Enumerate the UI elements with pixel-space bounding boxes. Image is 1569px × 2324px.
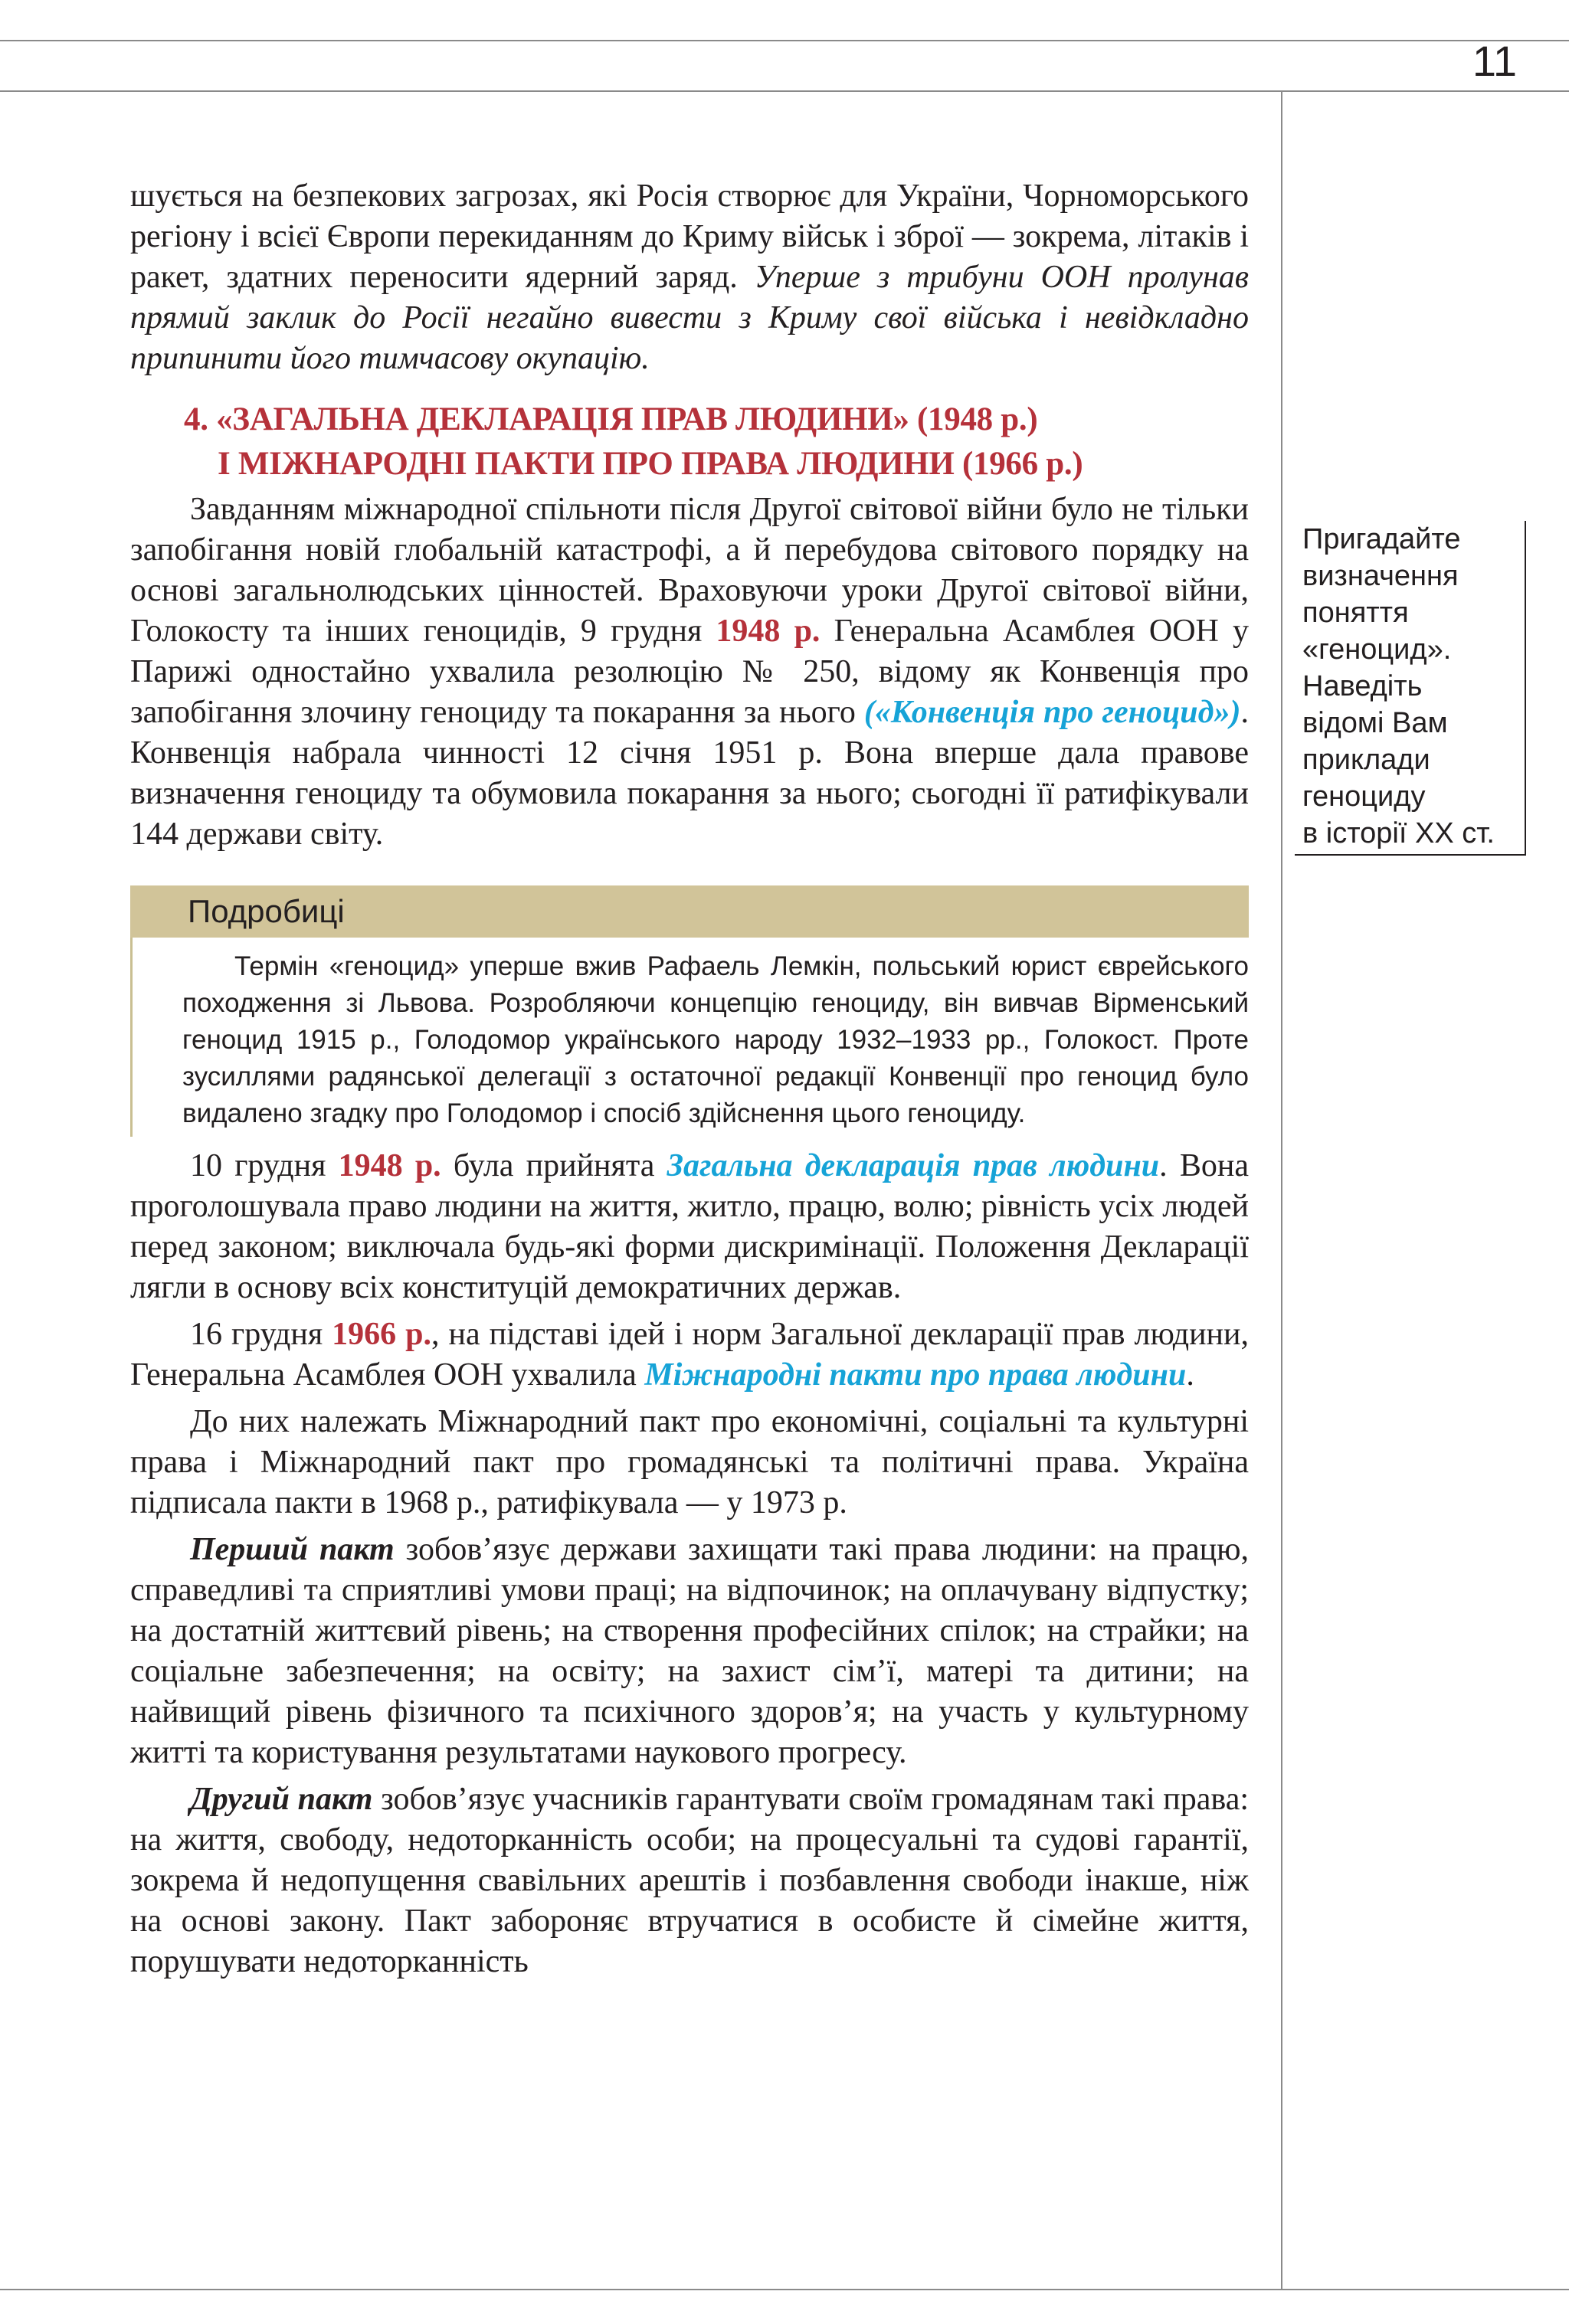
sidebar-note-line: визначення [1302,560,1459,592]
details-box-title: Подробиці [130,885,1249,938]
text-span: . Конвенція набрала чинності 12 січня 1951 р. Вона вперше дала правове визначення геноциду та обумовила покарання за нього; сьогодні її ратифікували 144 держави світу. [130,695,1249,852]
text-span: . Вона проголошувала право людини на життя, житло, працю, волю; рівність усіх людей перед законом; виключала будь-які форми дискримінації. Положення Декларації лягли в основу всіх конституцій демократичних держав. [130,1148,1250,1305]
sidebar-note-border-right [1525,521,1526,854]
section-heading-line1: 4. «ЗАГАЛЬНА ДЕКЛАРАЦІЯ ПРАВ ЛЮДИНИ» (1948 р.) [184,401,1038,437]
text-span: 16 грудня [190,1317,332,1352]
intro-paragraph [130,176,1249,379]
paragraph-second-covenant [130,1779,1249,1982]
text-span: . [1186,1357,1194,1393]
sidebar-note-line: приклади [1302,744,1430,776]
details-box-text: Термін «геноцид» уперше вжив Рафаель Лемкін, польський юрист єврейського походження зі Львова. Розробляючи концепцію геноциду, він вивчав Вірменський геноцид 1915 р., Голодомор українського народу 1932–1933 рр., Голокост. Проте зусиллями радянської делегації з остаточної редакції Конвенції про геноцид було видалено згадку про Голодомор і спосіб здійснення цього геноциду. [182,951,1249,1128]
text-span: була прийнята [441,1148,667,1183]
header-rule [0,90,1569,92]
bottom-rule [0,2289,1569,2290]
paragraph-first-covenant [130,1530,1249,1773]
text-span: 10 грудня [190,1148,339,1183]
term-highlight: Міжнародні пакти про права людини [644,1357,1187,1393]
sidebar-note-line: геноциду [1302,781,1426,813]
details-box-body [130,938,1249,1137]
section-heading-line2: І МІЖНАРОДНІ ПАКТИ ПРО ПРАВА ЛЮДИНИ (1966 р.) [218,446,1083,482]
term-highlight: Загальна декларація прав людини [667,1148,1160,1183]
term-bold-italic: Другий пакт [190,1782,373,1817]
text-span: Генеральна Асамблея ООН у Парижі одностайно ухвалила резолюцію № 250, відому як Конвенція про запобігання злочину геноциду та покарання за нього [130,614,1250,730]
text-span: зобов’язує учасників гарантувати своїм громадянам такі права: на життя, свободу, недоторканність особи; на процесуальні та судові гарантії, зокрема й недопущення свавільних арештів і позбавлення свободи інакше, ніж на основі закону. Пакт забороняє втручатися в особисте й сімейне життя, порушувати недоторканність [130,1782,1250,1979]
year-highlight: 1948 р. [716,614,821,649]
main-text-column [130,176,1249,1982]
paragraph-covenants-list: До них належать Міжнародний пакт про економічні, соціальні та культурні права і Міжнародний пакт про громадянські та політичні права. Україна підписала пакти в 1968 р., ратифікувала — у 1973 р. [130,1404,1249,1520]
sidebar-note-line: в історії XX ст. [1302,817,1495,849]
year-highlight: 1966 р. [332,1317,432,1352]
sidebar-note [1302,521,1525,852]
sidebar-note-line: Наведіть [1302,670,1423,702]
paragraph-genocide-convention [130,489,1249,855]
year-highlight: 1948 р. [338,1148,441,1183]
term-bold-italic: Перший пакт [190,1532,395,1567]
page-number: 11 [1472,37,1517,85]
sidebar-note-line: Пригадайте [1302,523,1461,555]
text-span: , на підставі ідей і норм Загальної декларації прав людини, Генеральна Асамблея ООН ухвалила [130,1317,1249,1393]
details-box [130,885,1249,1137]
intro-italic-text: Уперше з трибуни ООН пролунав прямий заклик до Росії негайно вивести з Криму свої війська і невідкладно припинити його тимчасову окупацію. [130,260,1250,376]
sidebar-note-line: «геноцид». [1302,633,1452,666]
text-span: зобов’язує держави захищати такі права людини: на працю, справедливі та сприятливі умови праці; на відпочинок; на оплачувану відпустку; на достатній життєвий рівень; на створення професійних спілок; на страйки; на соціальне забезпечення; на освіту; на захист сім’ї, матері та дитини; на найвищий рівень фізичного та психічного здоров’я; на участь у культурному житті та користування результатами наукового прогресу. [130,1532,1249,1770]
margin-divider [1281,90,1282,2289]
paragraph-declaration [130,1146,1249,1308]
top-rule [0,40,1569,41]
text-span: Завданням міжнародної спільноти після Другої світової війни було не тільки запобігання новій глобальній катастрофі, а й перебудова світового порядку на основі загальнолюдських цінностей. Враховуючи уроки Другої світової війни, Голокосту та інших геноцидів, 9 грудня [130,492,1249,649]
sidebar-note-border-bottom [1295,854,1526,856]
sidebar-note-line: поняття [1302,597,1409,629]
section-heading [130,398,1249,486]
paragraph-covenants [130,1314,1249,1396]
intro-text: шується на безпекових загрозах, які Росія створює для України, Чорноморського регіону і всієї Європи перекиданням до Криму військ і зброї — зокрема, літаків і ракет, здатних переносити ядерний заряд. [130,178,1249,295]
term-highlight: («Конвенція про геноцид») [863,695,1241,730]
sidebar-note-line: відомі Вам [1302,707,1448,739]
